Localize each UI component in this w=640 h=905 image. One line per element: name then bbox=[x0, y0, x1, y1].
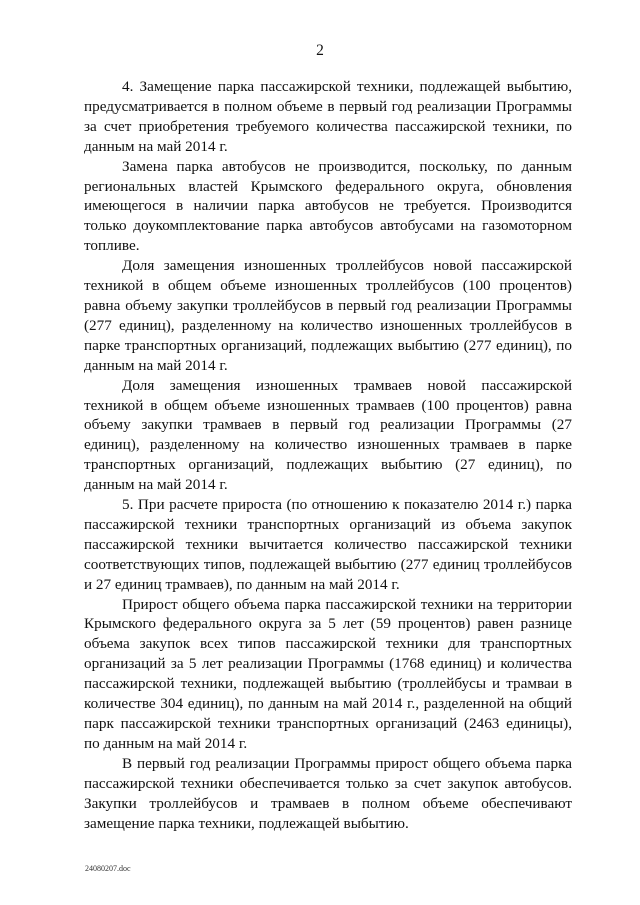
paragraph-3: Доля замещения изношенных троллейбусов новой пассажирской техникой в общем объеме изношенных троллейбусов (100 процентов) равна объему закупки троллейбусов в первый год реализации Программы (277 единиц), разделенному на количество изношенных троллейбусов в парке транспортных организаций, подлежащих выбытию (277 единиц), по данным на май 2014 г. bbox=[84, 257, 572, 374]
paragraph-7: В первый год реализации Программы прирост общего объема парка пассажирской техники обеспечивается только за счет закупок автобусов. Закупки троллейбусов и трамваев в полном объеме обеспечивают замещение парка техники, подлежащей выбытию. bbox=[84, 754, 572, 832]
paragraph-5: 5. При расчете прироста (по отношению к показателю 2014 г.) парка пассажирской техники транспортных организаций из объема закупок пассажирской техники вычитается количество пассажирской техники соответствующих типов, подлежащей выбытию (277 единиц троллейбусов и 27 единиц трамваев), по данным на май 2014 г. bbox=[84, 496, 572, 593]
paragraph-4: Доля замещения изношенных трамваев новой пассажирской техникой в общем объеме изношенных трамваев (100 процентов) равна объему закупки трамваев в первый год реализации Программы (27 единиц), разделенному на количество изношенных трамваев в парке транспортных организаций, подлежащих выбытию (27 единиц), по данным на май 2014 г. bbox=[84, 376, 572, 494]
paragraph-2: Замена парка автобусов не производится, поскольку, по данным региональных властей Крымского федерального округа, обновления имеющегося в наличии парка автобусов не требуется. Производится только доукомплектование парка автобусов автобусами на газомоторном топливе. bbox=[84, 157, 572, 255]
paragraph-1: 4. Замещение парка пассажирской техники, подлежащей выбытию, предусматривается в полном объеме в первый год реализации Программы за счет приобретения требуемого количества пассажирской техники, по данным на май 2014 г. bbox=[84, 78, 572, 155]
paragraph-6: Прирост общего объема парка пассажирской техники на территории Крымского федерального округа за 5 лет (59 процентов) равен разнице объема закупок всех типов пассажирской техники для транспортных организаций за 5 лет реализации Программы (1768 единиц) и количества пассажирской техники, подлежащей выбытию (троллейбусы и трамваи в количестве 304 единиц), по данным на май 2014 г., разделенной на общий парк пассажирской техники транспортных организаций (2463 единицы), по данным на май 2014 г. bbox=[84, 595, 572, 752]
body-text bbox=[84, 77, 572, 833]
page-number: 2 bbox=[316, 42, 324, 59]
footer-file-name: 24080207.doc bbox=[85, 864, 131, 873]
